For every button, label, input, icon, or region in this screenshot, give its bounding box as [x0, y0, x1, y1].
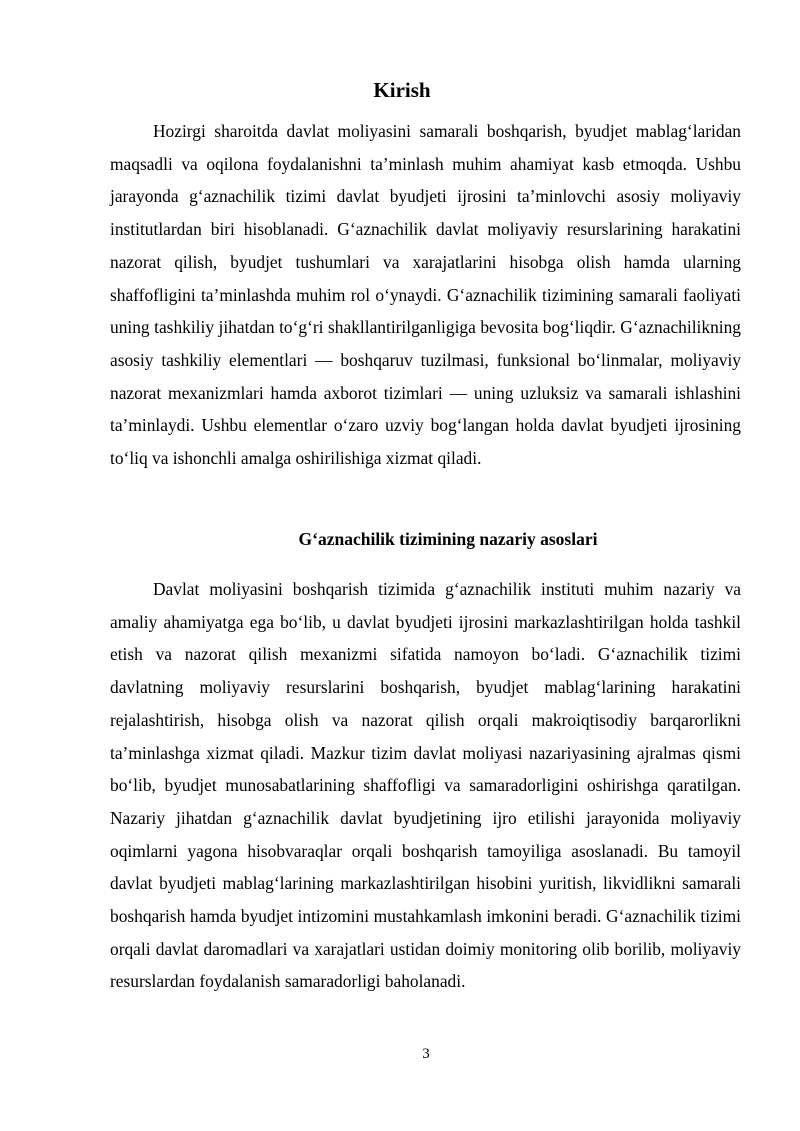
intro-paragraph: Hozirgi sharoitda davlat moliyasini samarali boshqarish, byudjet mablag‘laridan maqsadli va oqilona foydalanishni ta’minlash muhim ahamiyat kasb etmoqda. Ushbu jarayonda g‘aznachilik tizimi davlat byudjeti ijrosini ta’minlovchi asosiy moliyaviy institutlardan biri hisoblanadi. G‘aznachilik davlat moliyaviy resurslarining harakatini nazorat qilish, byudjet tushumlari va xarajatlarini hisobga olish hamda ularning shaffofligini ta’minlashda muhim rol o‘ynaydi. G‘aznachilik tizimining samarali faoliyati uning tashkiliy jihatdan to‘g‘ri shakllantirilganligiga bevosita bog‘liqdir. G‘aznachilikning asosiy tashkiliy elementlari — boshqaruv tuzilmasi, funksional bo‘linmalar, moliyaviy nazorat mexanizmlari hamda axborot tizimlari — uning uzluksiz va samarali ishlashini ta’minlaydi. Ushbu elementlar o‘zaro uzviy bog‘langan holda davlat byudjeti ijrosining to‘liq va ishonchli amalga oshirilishiga xizmat qiladi.: [110, 121, 741, 469]
page-number: 3: [422, 1046, 430, 1062]
section-paragraph: Davlat moliyasini boshqarish tizimida g‘aznachilik instituti muhim nazariy va amaliy ahamiyatga ega bo‘lib, u davlat byudjeti ijrosini markazlashtirilgan holda tashkil etish va nazorat qilish mexanizmi sifatida namoyon bo‘ladi. G‘aznachilik tizimi davlatning moliyaviy resurslarini boshqarish, byudjet mablag‘larining harakatini rejalashtirish, hisobga olish va nazorat qilish orqali makroiqtisodiy barqarorlikni ta’minlashga xizmat qiladi. Mazkur tizim davlat moliyasi nazariyasining ajralmas qismi bo‘lib, byudjet munosabatlarining shaffofligi va samaradorligini oshirishga qaratilgan. Nazariy jihatdan g‘aznachilik davlat byudjetining ijro etilishi jarayonida moliyaviy oqimlarni yagona hisobvaraqlar orqali boshqarish tamoyiliga asoslanadi. Bu tamoyil davlat byudjeti mablag‘larining markazlashtirilgan hisobini yuritish, likvidlikni samarali boshqarish hamda byudjet intizomini mustahkamlash imkonini beradi. G‘aznachilik tizimi orqali davlat daromadlari va xarajatlari ustidan doimiy monitoring olib borilib, moliyaviy resurslardan foydalanish samaradorligi baholanadi.: [110, 579, 741, 992]
section-heading: G‘aznachilik tizimining nazariy asoslari: [298, 529, 598, 549]
page-title: Kirish: [373, 78, 431, 102]
